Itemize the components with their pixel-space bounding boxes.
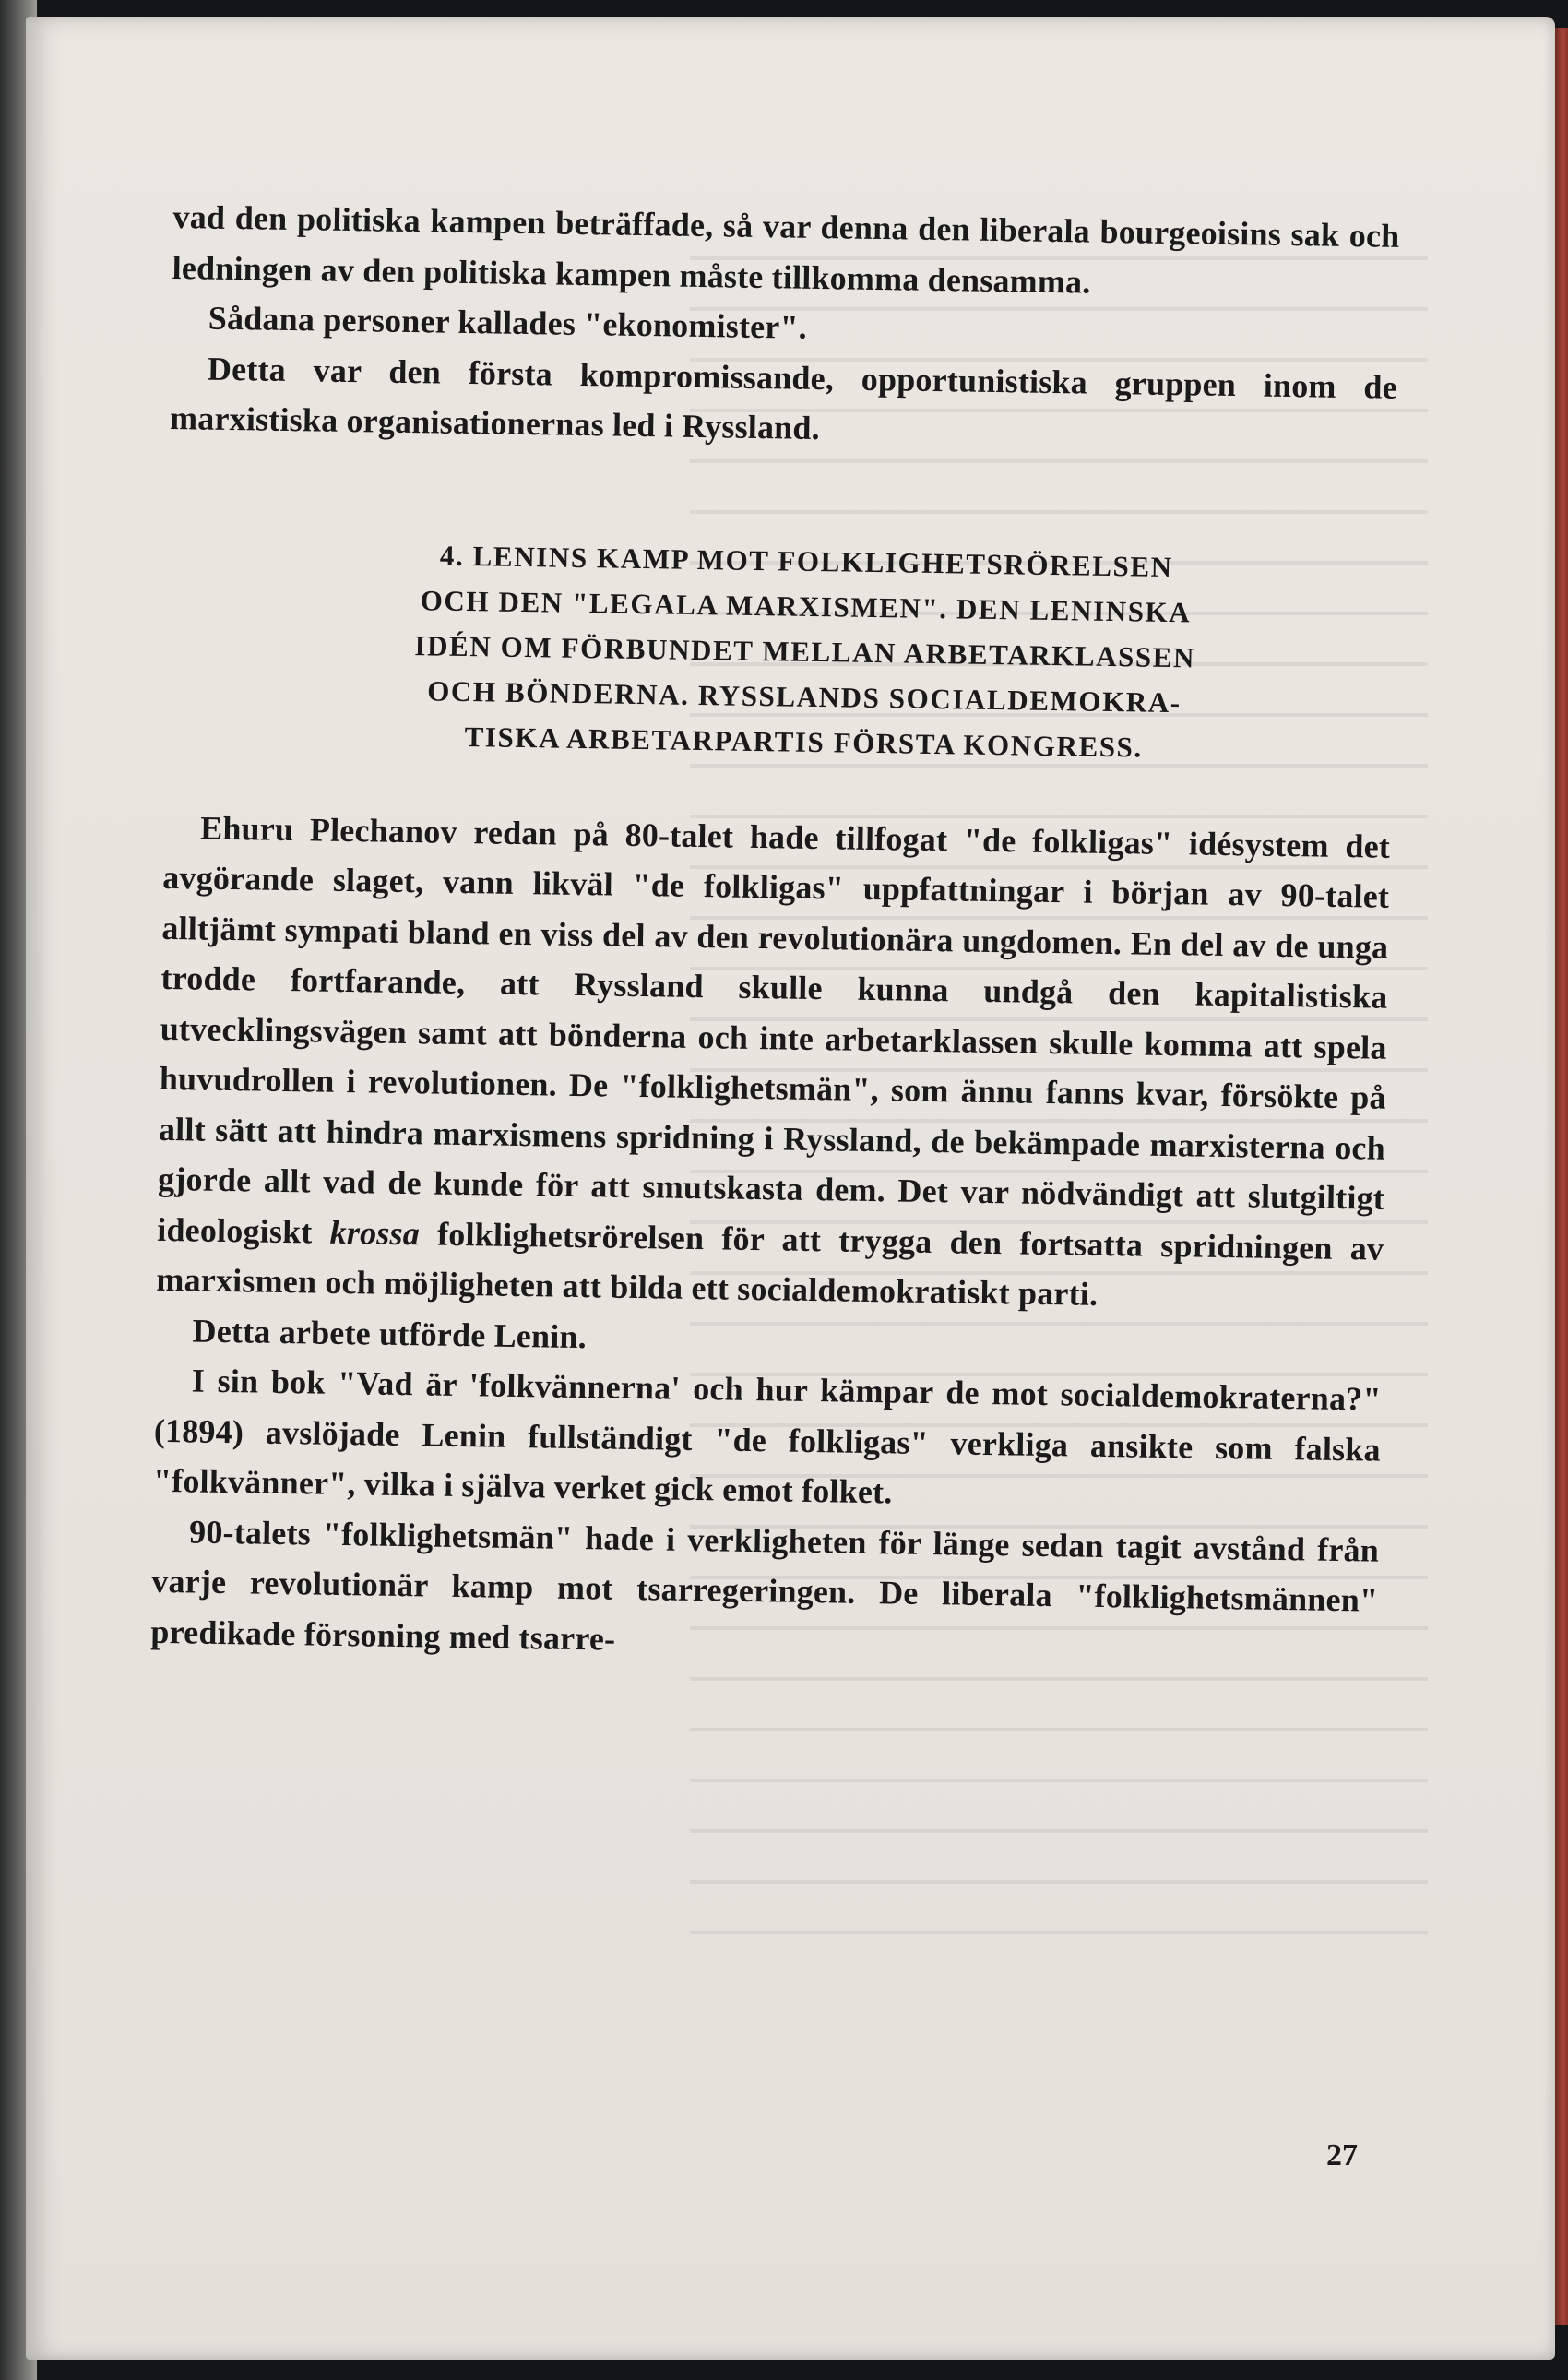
- paragraph-top-1: vad den politiska kampen beträffade, så var denna den liberala bourgeoisins sak och ledningen av den politiska kampen måste tillkomma densamma.: [172, 197, 1400, 301]
- book-cover-edge: [1555, 28, 1568, 2325]
- page-body-text: [150, 192, 1400, 1676]
- paragraph-bok: I sin bok "Vad är 'folkvännerna' och hur kämpar de mot socialdemokraterna?" (1894) avslöjade Lenin fullständigt "de folkligas" verkliga ansikte som falska "folkvänner", vilka i själva verket gick emot folket.: [152, 1362, 1382, 1511]
- page-number: 27: [1326, 2138, 1358, 2172]
- paragraph-opportunistiska: Detta var den första kompromissande, opportunistiska gruppen inom de marxistiska organisationernas led i Ryssland.: [169, 350, 1398, 447]
- page-sheet: [26, 17, 1555, 2360]
- heading-line: TISKA ARBETARPARTIS FÖRSTA KONGRESS.: [464, 720, 1144, 764]
- plechanov-text-before: Ehuru Plechanov redan på 80-talet hade tillfogat "de folkligas" idésystem det avgörande slaget, vann likväl "de folkligas" uppfattningar i början av 90-talet alltjämt sympati bland en viss del av den revolutionära ungdomen. En del av de unga trodde fortfarande, att Ryssland skulle kunna undgå den kapitalistiska utvecklingsvägen samt att bönderna och inte arbetarklassen skulle komma att spela huvudrollen i revolutionen. De "folklighetsmän", som ännu fanns kvar, försökte på allt sätt att hindra marxismens spridning i Ryssland, de bekämpade marxisterna och gjorde allt vad de kunde för att smutskasta dem. Det var nödvändigt att slutgiltigt ideologiskt: [157, 809, 1391, 1251]
- heading-line: IDÉN OM FÖRBUNDET MELLAN ARBETARKLASSEN: [414, 628, 1196, 673]
- heading-line: 4. LENINS KAMP MOT FOLKLIGHETSRÖRELSEN: [439, 539, 1173, 583]
- section-heading: [164, 528, 1395, 773]
- heading-line: OCH DEN "LEGALA MARXISMEN". DEN LENINSKA: [420, 583, 1192, 628]
- paragraph-lenin: Detta arbete utförde Lenin.: [192, 1311, 588, 1355]
- paragraph-90-talet: 90-talets "folklighetsmän" hade i verkligheten för länge sedan tagit avstånd från varje revolutionär kamp mot tsarregeringen. De liberala "folklighetsmännen" predikade försoning med tsarre-: [150, 1512, 1380, 1658]
- paragraph-plechanov: [156, 802, 1390, 1324]
- heading-line: OCH BÖNDERNA. RYSSLANDS SOCIALDEMOKRA-: [426, 673, 1182, 719]
- paragraph-ekonomister: Sådana personer kallades "ekonomister".: [208, 299, 808, 346]
- emphasis-krossa: krossa: [329, 1213, 421, 1252]
- plechanov-text-after: folklighetsrörelsen för att trygga den fortsatta spridningen av marxismen och möjligheten att bilda ett socialdemokratiskt parti.: [156, 1215, 1384, 1313]
